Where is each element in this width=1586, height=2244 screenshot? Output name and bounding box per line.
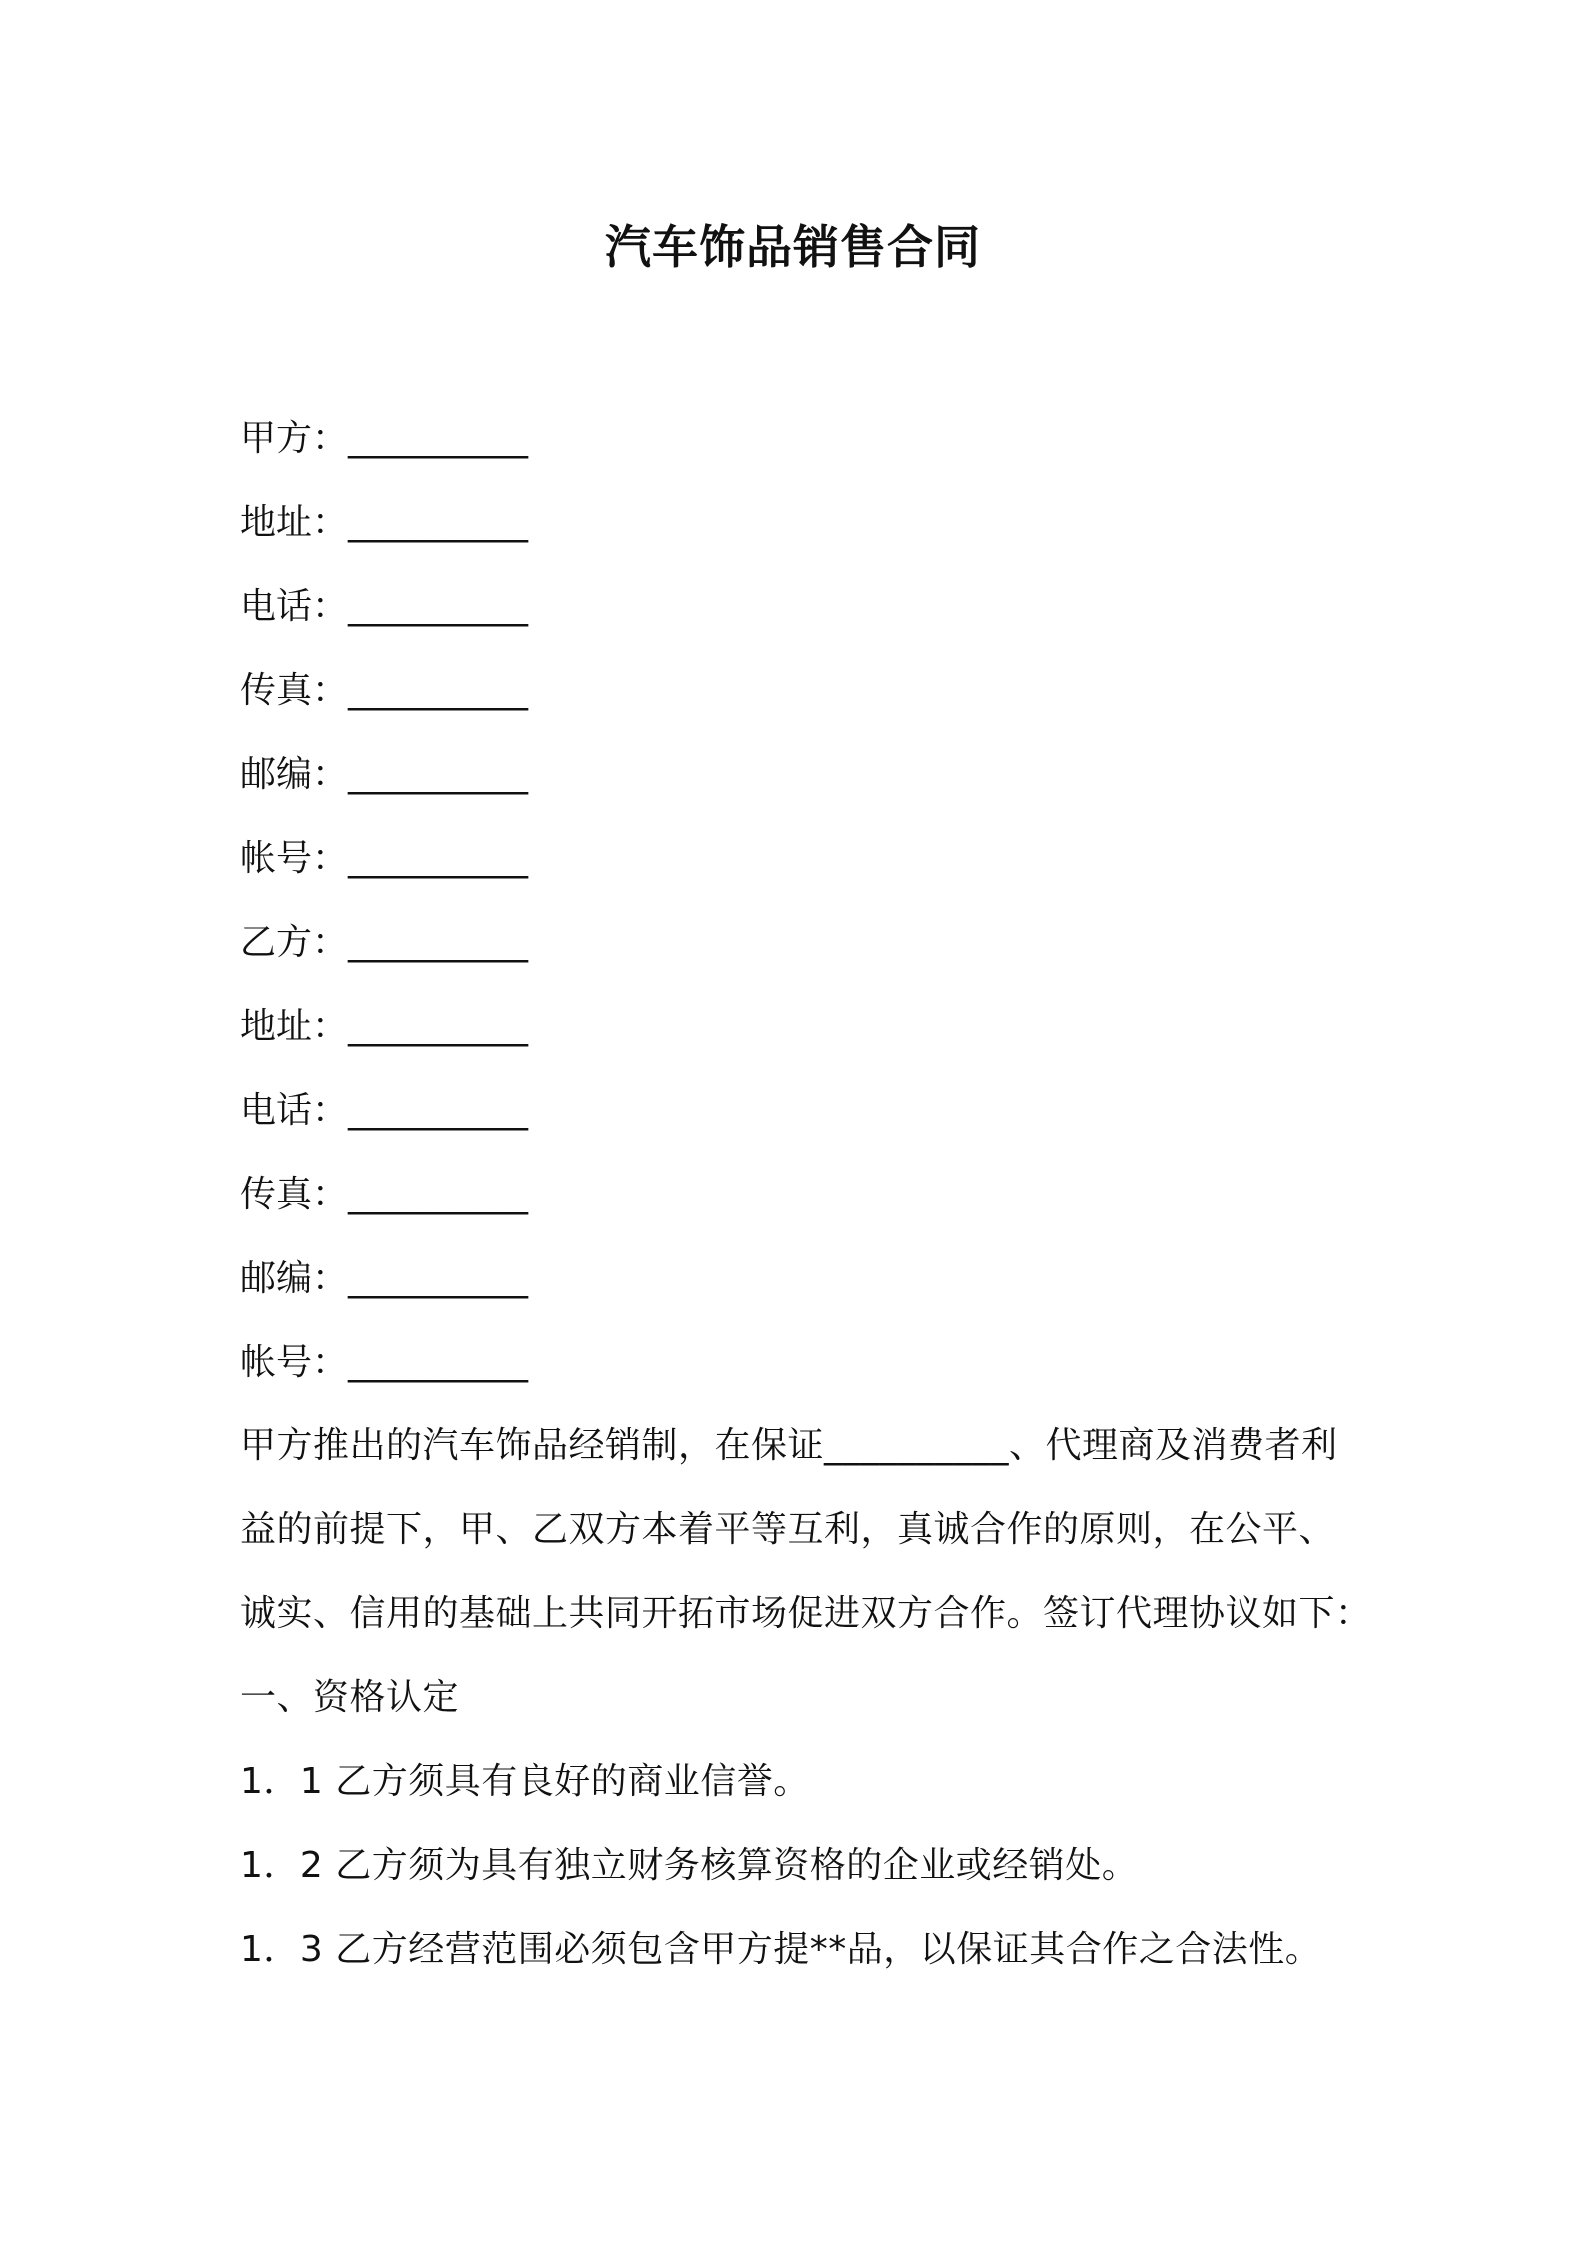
contract-body — [240, 1404, 1372, 1992]
clause-1-2: 1．2 乙方须为具有独立财务核算资格的企业或经销处。 — [240, 1845, 1139, 1886]
party-a-phone-field: 电话：__________ — [240, 586, 529, 627]
party-a-account-field: 帐号：__________ — [240, 838, 529, 879]
clause-1-1: 1．1 乙方须具有良好的商业信誉。 — [240, 1761, 810, 1802]
section-heading: 一、资格认定 — [240, 1677, 460, 1718]
party-b-name-field: 乙方：__________ — [240, 922, 529, 963]
clause-1-3: 1．3 乙方经营范围必须包含甲方提**品，以保证其合作之合法性。 — [240, 1929, 1322, 1970]
party-a-name-field: 甲方：__________ — [240, 418, 529, 459]
party-b-fax-field: 传真：__________ — [240, 1174, 529, 1215]
intro-paragraph-line: 甲方推出的汽车饰品经销制，在保证__________、代理商及消费者利 — [240, 1425, 1338, 1466]
party-b-address-field: 地址：__________ — [240, 1006, 529, 1047]
party-b-phone-field: 电话：__________ — [240, 1090, 529, 1131]
party-fields — [240, 404, 1360, 1412]
party-a-postcode-field: 邮编：__________ — [240, 754, 529, 795]
party-b-account-field: 帐号：__________ — [240, 1342, 529, 1383]
party-a-address-field: 地址：__________ — [240, 502, 529, 543]
party-b-postcode-field: 邮编：__________ — [240, 1258, 529, 1299]
intro-paragraph-line: 诚实、信用的基础上共同开拓市场促进双方合作。签订代理协议如下： — [240, 1593, 1372, 1634]
document-title: 汽车饰品销售合同 — [605, 220, 981, 274]
party-a-fax-field: 传真：__________ — [240, 670, 529, 711]
intro-paragraph-line: 益的前提下，甲、乙双方本着平等互利，真诚合作的原则，在公平、 — [240, 1509, 1336, 1550]
